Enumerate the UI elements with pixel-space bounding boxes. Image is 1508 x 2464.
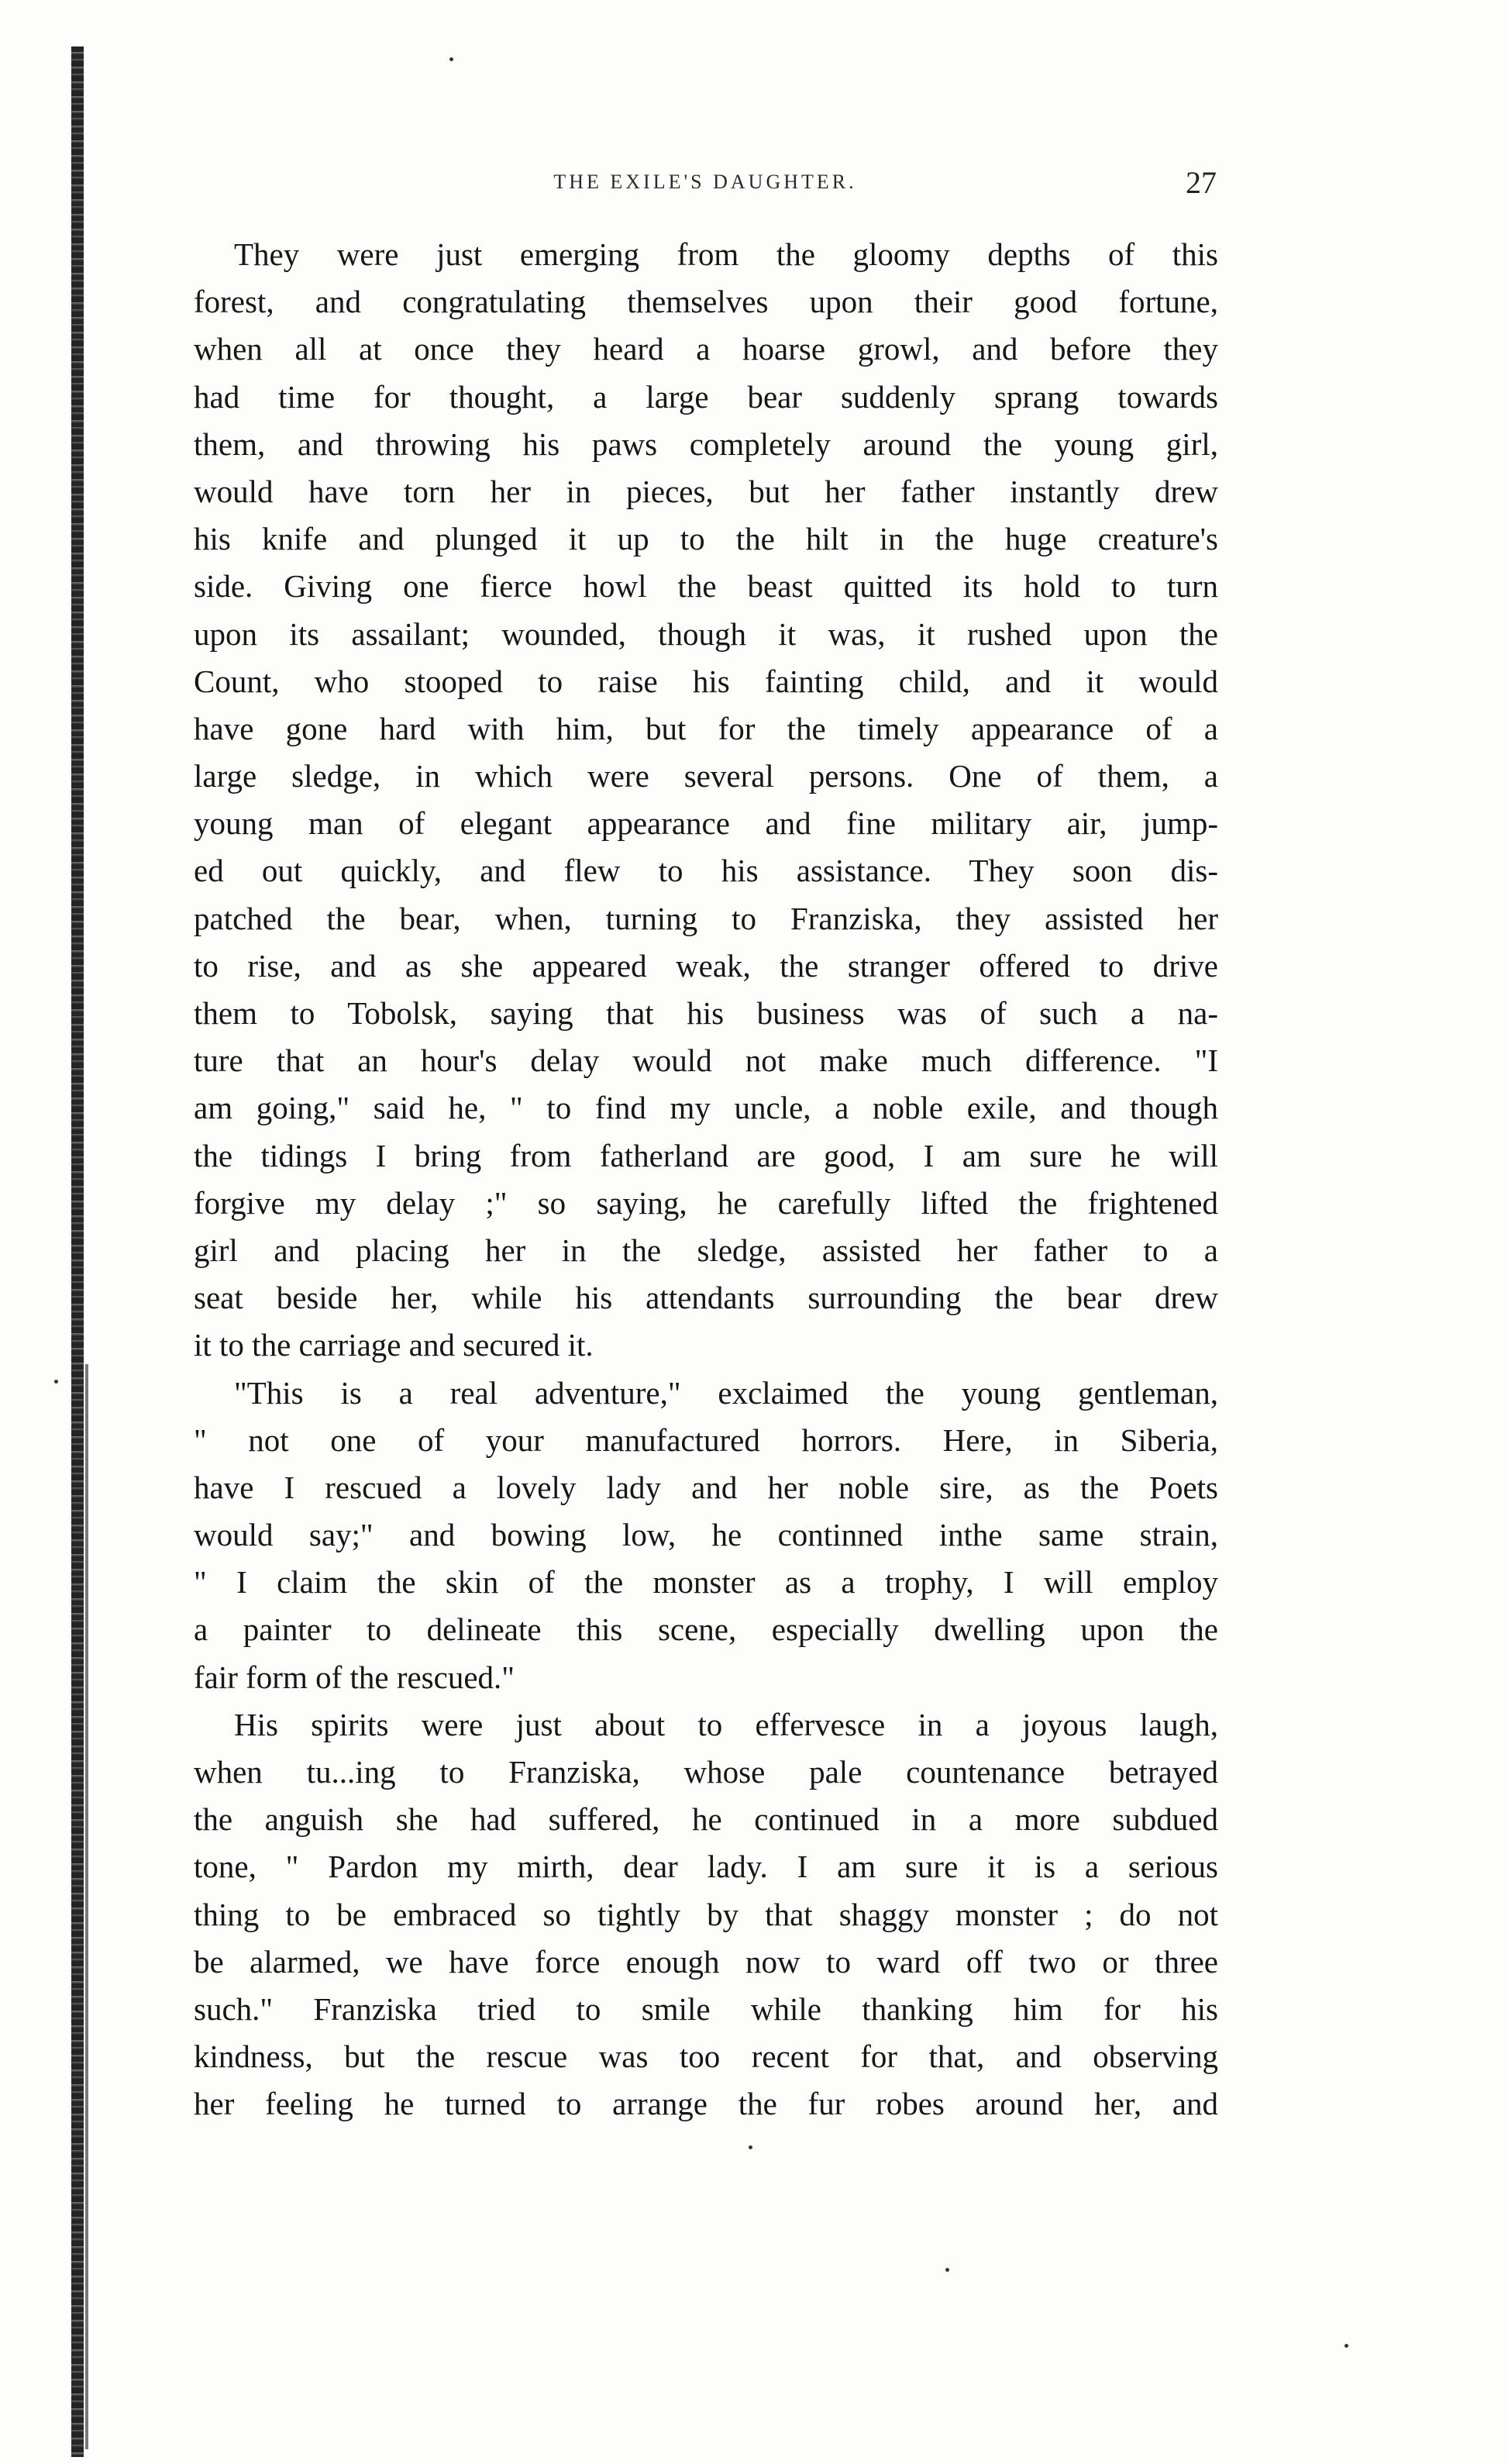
- text-line: fair form of the rescued.": [194, 1659, 515, 1695]
- text-line: thing to be embraced so tightly by that shaggy monster ; do not: [194, 1896, 1218, 1932]
- text-line: it to the carriage and secured it.: [194, 1327, 594, 1363]
- text-line: patched the bear, when, turning to Franziska, they assisted her: [194, 900, 1218, 936]
- text-line: her feeling he turned to arrange the fur robes around her, and: [194, 2086, 1218, 2122]
- page-number: 27: [1186, 165, 1217, 200]
- text-line: "This is a real adventure," exclaimed the young gentleman,: [234, 1374, 1218, 1411]
- paper-speck: [54, 1380, 58, 1384]
- text-line: forest, and congratulating themselves upon their good fortune,: [194, 284, 1218, 320]
- text-line: would say;" and bowing low, he continned inthe same strain,: [194, 1517, 1218, 1553]
- text-line: " not one of your manufactured horrors. Here, in Siberia,: [194, 1422, 1218, 1458]
- text-line: be alarmed, we have force enough now to ward off two or three: [194, 1943, 1218, 1980]
- paper-speck: [449, 57, 453, 61]
- text-line: kindness, but the rescue was too recent for that, and observing: [194, 2038, 1218, 2075]
- text-line: to rise, and as she appeared weak, the stranger offered to drive: [194, 947, 1218, 984]
- text-line: large sledge, in which were several persons. One of them, a: [194, 758, 1218, 794]
- text-line: They were just emerging from the gloomy depths of this: [234, 236, 1218, 272]
- text-line: " I claim the skin of the monster as a trophy, I will employ: [194, 1564, 1218, 1601]
- text-line: am going," said he, " to find my uncle, a noble exile, and though: [194, 1090, 1218, 1126]
- text-line: such." Franziska tried to smile while thanking him for his: [194, 1990, 1218, 2027]
- binding-edge: [71, 47, 84, 2457]
- running-title: THE EXILE'S DAUGHTER.: [553, 171, 857, 193]
- text-line: His spirits were just about to effervesce in a joyous laugh,: [234, 1706, 1218, 1742]
- text-line: them to Tobolsk, saying that his business was of such a na-: [194, 995, 1218, 1031]
- text-line: Count, who stooped to raise his fainting child, and it would: [194, 663, 1218, 699]
- text-line: have I rescued a lovely lady and her noble sire, as the Poets: [194, 1469, 1218, 1505]
- text-line: the tidings I bring from fatherland are good, I am sure he will: [194, 1137, 1218, 1173]
- paper-speck: [1344, 2344, 1348, 2348]
- text-line: them, and throwing his paws completely around the young girl,: [194, 426, 1218, 462]
- text-line: a painter to delineate this scene, especially dwelling upon the: [194, 1611, 1218, 1648]
- body-text: [194, 231, 1218, 2128]
- text-line: side. Giving one fierce howl the beast quitted its hold to turn: [194, 568, 1218, 605]
- running-head: [194, 164, 1217, 211]
- text-line: girl and placing her in the sledge, assisted her father to a: [194, 1232, 1218, 1268]
- text-line: have gone hard with him, but for the timely appearance of a: [194, 710, 1218, 746]
- text-line: seat beside her, while his attendants surrounding the bear drew: [194, 1280, 1218, 1316]
- text-line: tone, " Pardon my mirth, dear lady. I am sure it is a serious: [194, 1849, 1218, 1885]
- text-line: forgive my delay ;" so saying, he carefully lifted the frightened: [194, 1184, 1218, 1221]
- text-line: when tu...ing to Franziska, whose pale countenance betrayed: [194, 1754, 1218, 1790]
- text-line: when all at once they heard a hoarse growl, and before they: [194, 331, 1218, 367]
- text-line: his knife and plunged it up to the hilt in the huge creature's: [194, 521, 1218, 557]
- text-line: ed out quickly, and flew to his assistance. They soon dis-: [194, 853, 1218, 889]
- text-line: ture that an hour's delay would not make much difference. "I: [194, 1042, 1218, 1079]
- text-line: the anguish she had suffered, he continued in a more subdued: [194, 1801, 1218, 1838]
- paper-speck: [749, 2145, 752, 2149]
- text-line: upon its assailant; wounded, though it was, it rushed upon the: [194, 615, 1218, 652]
- paper-speck: [945, 2268, 949, 2272]
- binding-edge-shadow: [85, 1364, 88, 2449]
- text-line: would have torn her in pieces, but her father instantly drew: [194, 473, 1218, 509]
- text-line: had time for thought, a large bear suddenly sprang towards: [194, 378, 1218, 415]
- text-line: young man of elegant appearance and fine military air, jump-: [194, 805, 1218, 842]
